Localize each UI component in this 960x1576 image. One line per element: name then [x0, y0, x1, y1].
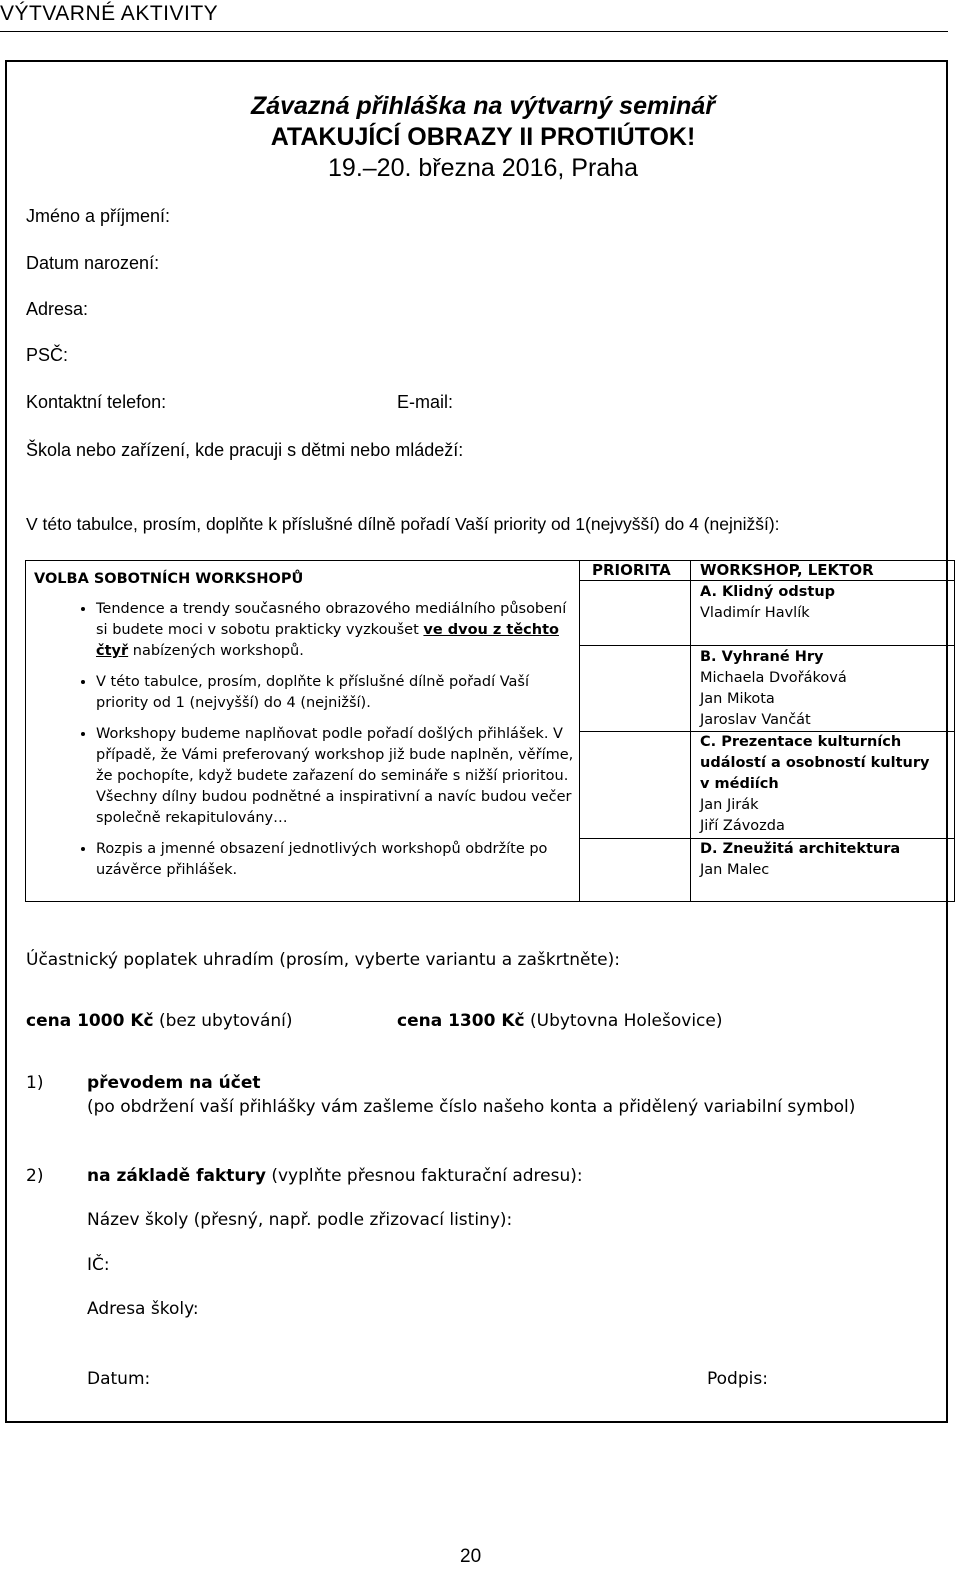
table-divider	[579, 580, 954, 581]
page-number: 20	[460, 1546, 482, 1567]
list-item-text: Tendence a trendy současného obrazového mediálního působení si budete moci v sobotu prakticky vyzkoušet	[96, 601, 567, 638]
phone-label: Kontaktní telefon:	[26, 392, 167, 412]
title-line-1: Závazná přihláška na výtvarný seminář	[250, 92, 716, 120]
workshop-title: D. Zneužitá architektura	[700, 841, 901, 857]
email-label: E-mail:	[397, 392, 454, 412]
payment-2	[87, 1166, 583, 1186]
workshop-lectors: Michaela Dvořáková Jan Mikota Jaroslav Vančát	[700, 670, 847, 728]
payment-2-note: (vyplňte přesnou fakturační adresu):	[265, 1166, 583, 1186]
school-name-label: Název školy (přesný, např. podle zřizovací listiny):	[87, 1210, 513, 1230]
header-rule	[0, 31, 948, 32]
workshop-info-title: VOLBA SOBOTNÍCH WORKSHOPŮ	[34, 571, 304, 587]
signature-label: Podpis:	[707, 1369, 768, 1389]
payment-2-title: na základě faktury	[87, 1166, 266, 1186]
workshop-column-header: WORKSHOP, LEKTOR	[700, 561, 874, 579]
fee-option-2-note: (Ubytovna Holešovice)	[524, 1011, 723, 1031]
workshop-table	[25, 560, 955, 902]
workshop-title: A. Klidný odstup	[700, 584, 836, 600]
ic-label: IČ:	[87, 1255, 110, 1275]
fee-option-1-note: (bez ubytování)	[153, 1011, 293, 1031]
workshop-title: B. Vyhrané Hry	[700, 649, 824, 665]
workshop-b	[700, 647, 950, 731]
fee-option-2	[397, 1011, 723, 1031]
payment-1-title: převodem na účet	[87, 1073, 261, 1093]
list-item	[96, 599, 574, 662]
workshop-lectors: Vladimír Havlík	[700, 605, 810, 621]
list-item-emphasis: ve dvou z těchto čtyř	[96, 622, 559, 659]
workshop-title: C. Prezentace kulturních událostí a osobností kultury v médiích	[700, 734, 930, 792]
fee-option-1-price: cena 1000 Kč	[26, 1011, 154, 1031]
payment-2-number: 2)	[26, 1166, 44, 1186]
workshop-a	[700, 582, 950, 624]
title-line-2: ATAKUJÍCÍ OBRAZY II PROTIÚTOK!	[270, 123, 696, 151]
school-address-label: Adresa školy:	[87, 1299, 199, 1319]
table-divider	[579, 645, 954, 646]
section-header: VÝTVARNÉ AKTIVITY	[0, 2, 219, 25]
fee-option-2-price: cena 1300 Kč	[397, 1011, 525, 1031]
name-label: Jméno a příjmení:	[26, 206, 171, 226]
list-item: • Workshopy budeme naplňovat podle pořadí došlých přihlášek. V případě, že Vámi preferovaný workshop již bude naplněn, věříme, že pochopíte, když budete zařazení do semináře s nižší prioritou. Všechny dílny budou podnětné a inspirativní a navíc budou večer společně rekapitulovány…	[96, 724, 574, 829]
workshop-lectors: Jan Jirák Jiří Závozda	[700, 797, 785, 834]
list-item: • V této tabulce, prosím, doplňte k příslušné dílně pořadí Vaší priority od 1 (nejvyšší) do 4 (nejnižší).	[96, 672, 574, 714]
table-instruction: V této tabulce, prosím, doplňte k příslušné dílně pořadí Vaší priority od 1(nejvyšší) do 4 (nejnižší):	[26, 514, 780, 534]
list-item-text: nabízených workshopů.	[128, 643, 304, 659]
priority-column-header: PRIORITA	[592, 561, 671, 579]
list-item: • Rozpis a jmenné obsazení jednotlivých workshopů obdržíte po uzávěrce přihlášek.	[96, 839, 574, 881]
workshop-info-list	[34, 599, 574, 881]
address-label: Adresa:	[26, 299, 89, 319]
fee-intro: Účastnický poplatek uhradím (prosím, vyberte variantu a zaškrtněte):	[26, 950, 620, 970]
payment-1-number: 1)	[26, 1073, 44, 1093]
birth-label: Datum narození:	[26, 253, 160, 273]
workshop-c	[700, 732, 935, 837]
date-label: Datum:	[87, 1369, 151, 1389]
zip-label: PSČ:	[26, 345, 69, 365]
workshop-d	[700, 839, 950, 881]
workshop-lectors: Jan Malec	[700, 862, 770, 878]
title-line-3: 19.–20. března 2016, Praha	[328, 154, 638, 182]
workshop-info-cell	[34, 571, 574, 891]
fee-option-1	[26, 1011, 293, 1031]
payment-1-note: (po obdržení vaší přihlášky vám zašleme číslo našeho konta a přidělený variabilní symbol)	[87, 1097, 856, 1117]
school-label: Škola nebo zařízení, kde pracuji s dětmi nebo mládeží:	[26, 440, 464, 460]
